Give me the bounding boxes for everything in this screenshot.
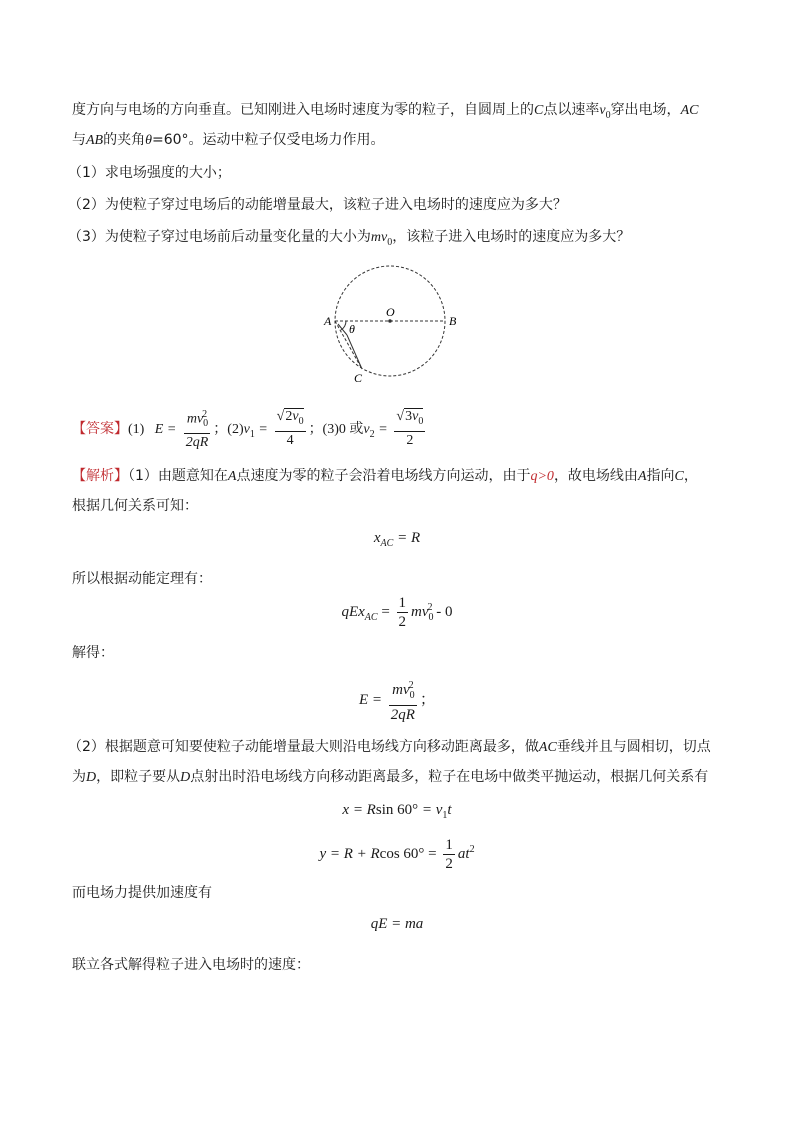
answer-v1-fraction: $\frac{√2v_0}{4}$ bbox=[276, 409, 304, 449]
analysis-line-5: 而电场力提供加速度有 bbox=[72, 885, 212, 901]
question-3 bbox=[68, 227, 630, 253]
text: （3）为使粒子穿过电场前后动量变化量的大小为 bbox=[68, 229, 371, 245]
sub: 0 bbox=[298, 416, 304, 428]
den: 2 bbox=[445, 856, 453, 872]
answer-tag: 【答案】 bbox=[72, 421, 128, 438]
var-c: C bbox=[674, 469, 684, 484]
tail: ； bbox=[419, 691, 435, 708]
circle-diagram bbox=[320, 262, 470, 386]
sup: 2 bbox=[469, 843, 475, 855]
solid-segment-2 bbox=[347, 335, 362, 369]
num: 1 bbox=[445, 837, 453, 853]
half-fraction bbox=[443, 836, 455, 873]
equals: = bbox=[379, 422, 387, 438]
v1: v bbox=[243, 422, 250, 438]
center-dot bbox=[388, 319, 392, 323]
cos: cos 60° bbox=[379, 845, 425, 862]
var-c: C bbox=[534, 103, 544, 118]
question-2: （2）为使粒子穿过电场后的动能增量最大，该粒子进入电场时的速度应为多大？ bbox=[68, 197, 567, 213]
text: ，该粒子进入电场时的速度应为多大？ bbox=[392, 229, 631, 245]
question-1: （1）求电场强度的大小； bbox=[68, 165, 231, 181]
var-d: D bbox=[180, 770, 191, 785]
text: =60°。运动中粒子仅受电场力作用。 bbox=[152, 132, 385, 148]
v: v bbox=[412, 409, 419, 425]
analysis-line-6: 联立各式解得粒子进入电场时的速度： bbox=[72, 957, 310, 973]
label-o: O bbox=[386, 305, 395, 319]
separator: ；(2) bbox=[213, 422, 244, 438]
den: 2qR bbox=[390, 707, 415, 723]
equals: = bbox=[259, 422, 268, 438]
sup: 2 bbox=[408, 680, 414, 691]
problem-line-1 bbox=[72, 100, 698, 126]
var-ac: AC bbox=[538, 740, 557, 755]
var-ab: AB bbox=[86, 133, 104, 148]
equation-1 bbox=[0, 530, 794, 549]
t: t bbox=[447, 802, 452, 818]
den: 2 bbox=[398, 614, 407, 630]
sub: 0 bbox=[409, 690, 415, 701]
num: mv bbox=[186, 411, 204, 427]
analysis-tag: 【解析】 bbox=[72, 468, 128, 484]
text: 穿出电场， bbox=[610, 102, 681, 118]
answer-line bbox=[72, 406, 428, 452]
text: 为 bbox=[72, 769, 86, 785]
analysis-line-4: 解得： bbox=[72, 645, 114, 661]
text: 指向 bbox=[646, 468, 675, 484]
text: 度方向与电场的方向垂直。已知刚进入电场时速度为零的粒子，自圆周上的 bbox=[72, 102, 534, 118]
den: 2 bbox=[406, 433, 414, 449]
label-b: B bbox=[449, 314, 457, 328]
separator: ；(3)0 或 bbox=[308, 422, 364, 438]
equation-5 bbox=[0, 836, 794, 873]
q-positive: q>0 bbox=[530, 469, 554, 484]
equation-3 bbox=[0, 677, 794, 724]
text: 点速度为零的粒子会沿着电场线方向运动，由于 bbox=[236, 468, 531, 484]
v: v bbox=[292, 409, 299, 425]
var-a: A bbox=[227, 469, 237, 484]
text: 点射出时沿电场线方向移动距离最多，粒子在电场中做类平抛运动，根据几何关系有 bbox=[190, 769, 709, 785]
answer-v2-fraction: $\frac{√3v_0}{2}$ bbox=[396, 409, 424, 449]
num: 1 bbox=[398, 595, 407, 611]
text: 与 bbox=[72, 132, 86, 148]
tail: - 0 bbox=[436, 603, 453, 620]
sub: 0 bbox=[418, 416, 424, 428]
problem-line-2 bbox=[72, 130, 385, 151]
subscript: 0 bbox=[605, 109, 611, 121]
part-c: = v bbox=[421, 802, 443, 818]
left: qEx bbox=[341, 603, 365, 620]
e-fraction bbox=[389, 677, 417, 724]
at: at bbox=[457, 845, 470, 862]
text: 垂线并且与圆相切，切点 bbox=[556, 739, 711, 755]
analysis-line-2: 根据几何关系可知： bbox=[72, 498, 198, 514]
equation-6: qE = ma bbox=[370, 916, 424, 932]
left: E = bbox=[359, 691, 383, 708]
equals: = bbox=[381, 603, 390, 620]
sup: 2 bbox=[427, 601, 433, 613]
text: ，故电场线由 bbox=[553, 468, 638, 484]
part-a: x = R bbox=[342, 802, 376, 818]
text: （2）根据题意可知要使粒子动能增量最大则沿电场线方向移动距离最多，做 bbox=[68, 739, 539, 755]
text: ，即粒子要从 bbox=[96, 769, 181, 785]
sup: 2 bbox=[202, 409, 208, 420]
mv: mv bbox=[411, 603, 429, 620]
var-ac: AC bbox=[680, 103, 699, 118]
subscript: 0 bbox=[387, 236, 393, 248]
text: ， bbox=[683, 468, 698, 484]
sub: AC bbox=[380, 538, 394, 549]
den: 4 bbox=[286, 433, 294, 449]
answer-part-1: (1) bbox=[128, 422, 145, 438]
den: 2qR bbox=[185, 435, 209, 451]
sub: 2 bbox=[369, 429, 375, 441]
equals: = bbox=[428, 845, 437, 862]
analysis-line-1 bbox=[72, 466, 698, 487]
rest: = R bbox=[397, 530, 421, 546]
sub: 0 bbox=[203, 418, 209, 430]
text: （1）由题意知在 bbox=[128, 468, 228, 484]
text: 的夹角 bbox=[103, 132, 146, 148]
label-theta: θ bbox=[349, 322, 355, 336]
root: 2 bbox=[285, 409, 293, 425]
half-fraction bbox=[397, 594, 409, 631]
var-mv: mv bbox=[370, 230, 388, 245]
analysis-part2-line-1 bbox=[68, 737, 711, 758]
sub: 1 bbox=[442, 810, 448, 821]
v2: v bbox=[363, 422, 370, 438]
var-a: A bbox=[637, 469, 647, 484]
part-a: y = R + R bbox=[319, 845, 380, 862]
label-a: A bbox=[324, 314, 332, 328]
x: x bbox=[373, 530, 381, 546]
sub: 0 bbox=[428, 611, 434, 623]
answer-e-fraction bbox=[184, 406, 211, 452]
var-d: D bbox=[86, 770, 97, 785]
num: mv bbox=[392, 682, 410, 698]
sin: sin 60° bbox=[375, 802, 419, 818]
sub: 1 bbox=[249, 429, 255, 441]
sub: AC bbox=[364, 611, 378, 623]
label-c: C bbox=[354, 371, 363, 385]
var-v: v bbox=[599, 103, 606, 118]
equation-2 bbox=[0, 594, 794, 631]
e-equals: E = bbox=[154, 422, 177, 438]
analysis-part2-line-2 bbox=[72, 767, 708, 788]
root: 3 bbox=[405, 409, 413, 425]
var-theta: θ bbox=[145, 133, 152, 148]
analysis-line-3: 所以根据动能定理有： bbox=[72, 571, 212, 587]
equation-4 bbox=[0, 802, 794, 821]
text: 点以速率 bbox=[543, 102, 600, 118]
